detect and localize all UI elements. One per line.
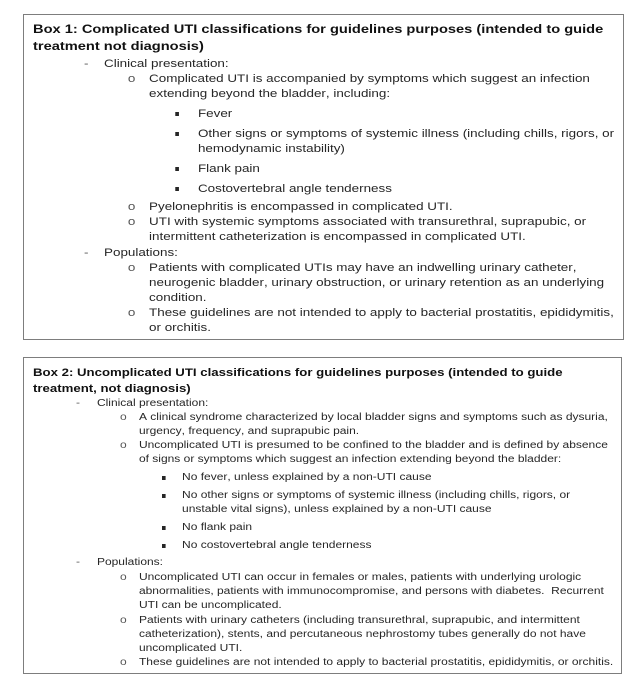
square-bullet-icon bbox=[176, 167, 180, 171]
list-item-text: condition. bbox=[149, 291, 207, 304]
list-item-text: Uncomplicated UTI can occur in females or males, patients with underlying urologic bbox=[138, 572, 582, 583]
circle-bullet-icon: o bbox=[127, 215, 136, 228]
box-1-title bbox=[24, 21, 624, 55]
list-item-text: Complicated UTI is accompanied by symptoms which suggest an infection bbox=[149, 72, 590, 85]
dash-bullet-icon: - bbox=[84, 57, 89, 70]
list-item-text: A clinical syndrome characterized by local bladder signs and symptoms such as dysuria, bbox=[138, 412, 608, 423]
circle-bullet-icon: o bbox=[120, 657, 127, 668]
square-bullet-icon bbox=[176, 112, 180, 116]
title-line: treatment, not diagnosis) bbox=[33, 383, 191, 395]
list-item bbox=[24, 261, 624, 306]
square-bullet-icon bbox=[176, 187, 180, 191]
list-item-text: Uncomplicated UTI is presumed to be confined to the bladder and is defined by absence bbox=[138, 440, 608, 451]
circle-bullet-icon: o bbox=[127, 200, 136, 213]
list-item-text: Patients with complicated UTIs may have an indwelling urinary catheter, bbox=[149, 261, 577, 274]
sub-list-item bbox=[24, 107, 624, 122]
section-heading-populations bbox=[24, 556, 622, 570]
square-bullet-icon bbox=[162, 494, 166, 498]
sub-list-item-text: Fever bbox=[197, 107, 233, 120]
list-item-text: neurogenic bladder, urinary obstruction, or urinary retention as an underlying bbox=[149, 276, 605, 289]
list-item bbox=[24, 200, 624, 215]
box-2-uncomplicated-uti bbox=[23, 357, 622, 674]
sub-list-item-text: No flank pain bbox=[182, 522, 253, 533]
title-line: Box 1: Complicated UTI classifications for guidelines purposes (intended to guide bbox=[33, 21, 604, 36]
dash-bullet-icon: - bbox=[75, 398, 80, 409]
circle-bullet-icon: o bbox=[120, 615, 127, 626]
list-item-text: UTI with systemic symptoms associated with transurethral, suprapubic, or bbox=[149, 215, 587, 228]
list-item bbox=[24, 72, 624, 102]
sub-list-item-text: Costovertebral angle tenderness bbox=[197, 182, 392, 195]
circle-bullet-icon: o bbox=[127, 306, 136, 319]
list-item bbox=[24, 411, 622, 439]
box-1-complicated-uti bbox=[23, 14, 624, 340]
list-item-text: of signs or symptoms which suggest an infection extending beyond the bladder: bbox=[138, 454, 562, 465]
box-2-content bbox=[24, 358, 622, 670]
sub-list-item-text: No fever, unless explained by a non-UTI cause bbox=[182, 472, 432, 483]
list-item-text: Pyelonephritis is encompassed in complicated UTI. bbox=[149, 200, 453, 213]
list-item-text: intermittent catheterization is encompassed in complicated UTI. bbox=[149, 230, 526, 243]
list-item-text: or orchitis. bbox=[149, 321, 211, 334]
circle-bullet-icon: o bbox=[120, 440, 127, 451]
sub-list-item-text: No other signs or symptoms of systemic illness (including chills, rigors, or bbox=[182, 490, 571, 501]
sub-list-item-text: Flank pain bbox=[197, 162, 260, 175]
sub-list-item-text: unstable vital signs), unless explained by a non-UTI cause bbox=[182, 504, 492, 515]
list-item bbox=[24, 306, 624, 336]
sub-list-item-text: No costovertebral angle tenderness bbox=[182, 540, 372, 551]
list-item-text: Patients with urinary catheters (including transurethral, suprapubic, and intermittent bbox=[138, 615, 580, 626]
sub-list-item-text: hemodynamic instability) bbox=[197, 142, 345, 155]
dash-bullet-icon: - bbox=[75, 557, 80, 568]
title-line: Box 2: Uncomplicated UTI classifications for guidelines purposes (intended to guide bbox=[33, 367, 563, 379]
section-heading: Populations: bbox=[96, 557, 164, 568]
square-bullet-icon bbox=[176, 132, 180, 136]
sub-list-item bbox=[24, 182, 624, 197]
list-item bbox=[24, 614, 622, 656]
circle-bullet-icon: o bbox=[127, 261, 136, 274]
section-heading-clinical-presentation bbox=[24, 397, 622, 411]
list-item-text: uncomplicated UTI. bbox=[138, 643, 243, 654]
section-heading: Populations: bbox=[104, 246, 178, 259]
circle-bullet-icon: o bbox=[127, 72, 136, 85]
list-item-text: These guidelines are not intended to apply to bacterial prostatitis, epididymitis, or orchitis. bbox=[138, 657, 614, 668]
section-heading-clinical-presentation bbox=[24, 57, 624, 72]
list-item-text: UTI can be uncomplicated. bbox=[138, 600, 282, 611]
sub-list-item bbox=[24, 471, 622, 485]
list-item-text: abnormalities, patients with immunocompromise, and persons with diabetes. Recurrent bbox=[138, 586, 604, 597]
list-item-text: These guidelines are not intended to apply to bacterial prostatitis, epididymitis, bbox=[149, 306, 614, 319]
list-item-text: extending beyond the bladder, including: bbox=[149, 87, 391, 100]
box-2-title bbox=[24, 365, 622, 397]
circle-bullet-icon: o bbox=[120, 412, 127, 423]
sub-list-item bbox=[24, 162, 624, 177]
square-bullet-icon bbox=[162, 544, 166, 548]
square-bullet-icon bbox=[162, 526, 166, 530]
box-1-content bbox=[24, 15, 624, 336]
list-item bbox=[24, 215, 624, 245]
sub-list-item bbox=[24, 521, 622, 535]
list-item bbox=[24, 656, 622, 670]
title-line: treatment not diagnosis) bbox=[33, 38, 204, 53]
section-heading: Clinical presentation: bbox=[104, 57, 229, 70]
sub-list-item-text: Other signs or symptoms of systemic illness (including chills, rigors, or bbox=[197, 127, 615, 140]
list-item bbox=[24, 439, 622, 467]
sub-list-item bbox=[24, 489, 622, 517]
sub-list-item bbox=[24, 539, 622, 553]
square-bullet-icon bbox=[162, 476, 166, 480]
section-heading: Clinical presentation: bbox=[96, 398, 209, 409]
list-item bbox=[24, 571, 622, 613]
sub-list-item bbox=[24, 127, 624, 157]
list-item-text: catheterization), stents, and percutaneous nephrostomy tubes generally do not have bbox=[138, 629, 586, 640]
dash-bullet-icon: - bbox=[84, 246, 89, 259]
section-heading-populations bbox=[24, 246, 624, 261]
circle-bullet-icon: o bbox=[120, 572, 127, 583]
list-item-text: urgency, frequency, and suprapubic pain. bbox=[138, 426, 360, 437]
